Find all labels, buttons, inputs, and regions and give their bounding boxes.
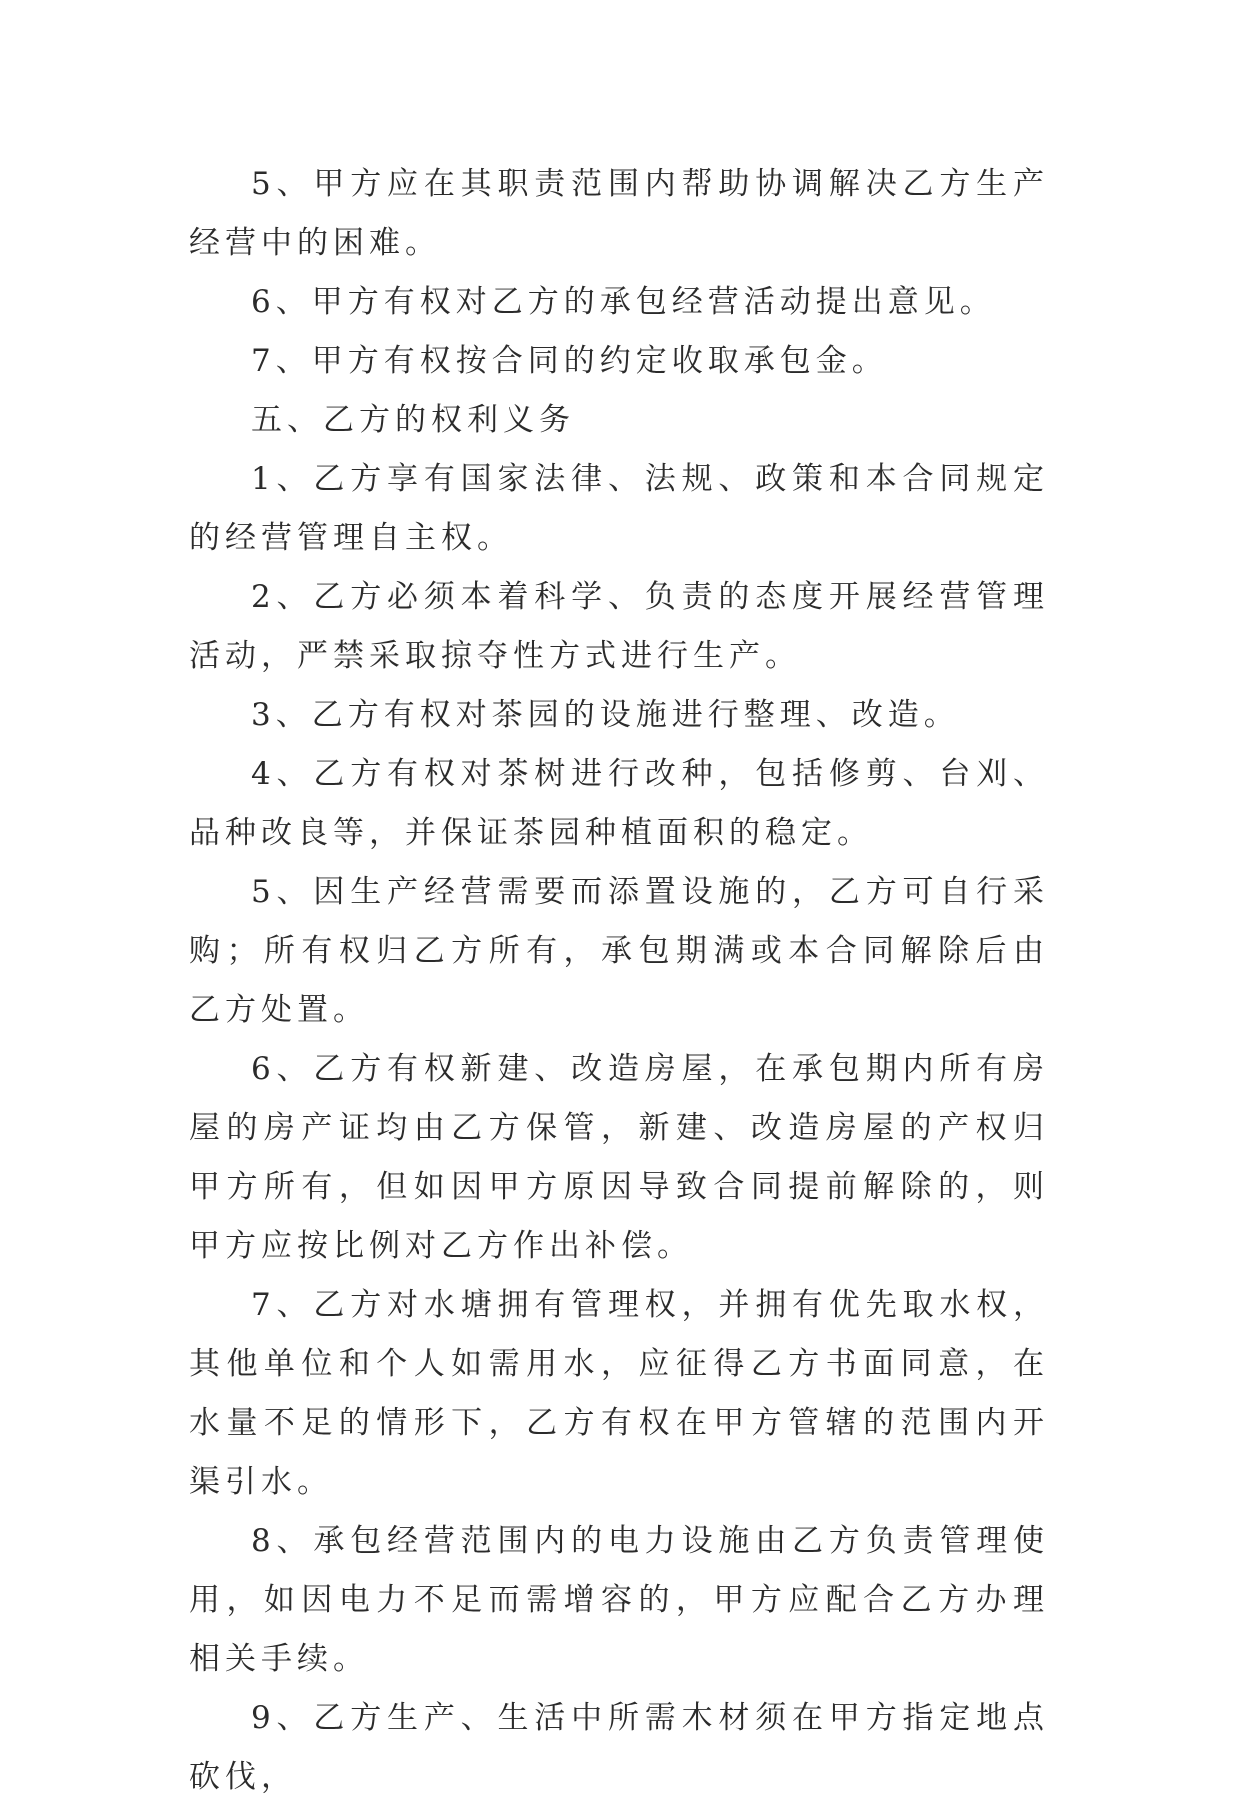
section-heading-party-b-rights: 五、乙方的权利义务 [251, 402, 575, 438]
clause-party-b-1: 1、乙方享有国家法律、法规、政策和本合同规定的经营管理自主权。 [189, 461, 1049, 556]
clause-party-b-3: 3、乙方有权对茶园的设施进行整理、改造。 [251, 697, 960, 733]
clause-party-b-2: 2、乙方必须本着科学、负责的态度开展经营管理活动，严禁采取掠夺性方式进行生产。 [189, 579, 1049, 674]
clause-party-b-6: 6、乙方有权新建、改造房屋，在承包期内所有房屋的房产证均由乙方保管，新建、改造房屋的产权归甲方所有，但如因甲方原因导致合同提前解除的，则甲方应按比例对乙方作出补偿。 [189, 1051, 1049, 1264]
clause-party-a-5: 5、甲方应在其职责范围内帮助协调解决乙方生产经营中的困难。 [189, 166, 1049, 261]
clause-party-a-7: 7、甲方有权按合同的约定收取承包金。 [251, 343, 888, 379]
clause-party-a-6: 6、甲方有权对乙方的承包经营活动提出意见。 [251, 284, 996, 320]
clause-party-b-5: 5、因生产经营需要而添置设施的，乙方可自行采购；所有权归乙方所有，承包期满或本合同解除后由乙方处置。 [189, 874, 1049, 1028]
document-body [189, 155, 1049, 1807]
clause-party-b-4: 4、乙方有权对茶树进行改种，包括修剪、台刈、品种改良等，并保证茶园种植面积的稳定。 [189, 756, 1049, 851]
clause-party-b-9: 9、乙方生产、生活中所需木材须在甲方指定地点砍伐， [189, 1700, 1049, 1795]
clause-party-b-7: 7、乙方对水塘拥有管理权，并拥有优先取水权，其他单位和个人如需用水，应征得乙方书面同意，在水量不足的情形下，乙方有权在甲方管辖的范围内开渠引水。 [189, 1287, 1049, 1500]
clause-party-b-8: 8、承包经营范围内的电力设施由乙方负责管理使用，如因电力不足而需增容的，甲方应配合乙方办理相关手续。 [189, 1523, 1049, 1677]
